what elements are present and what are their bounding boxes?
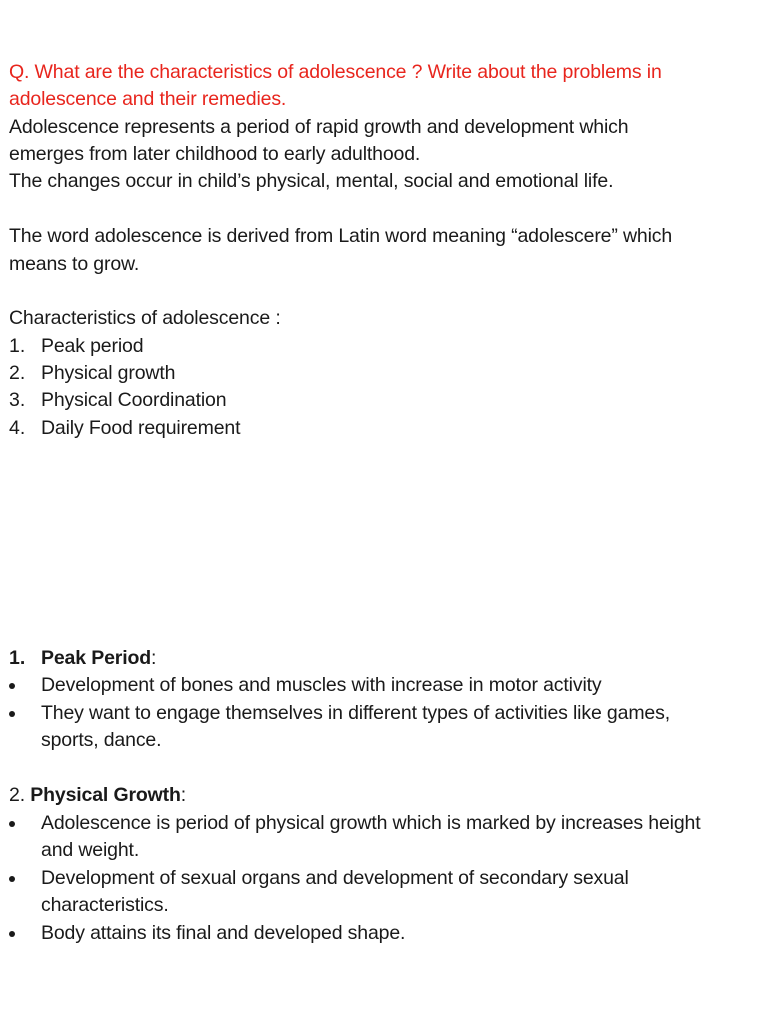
bullet-icon	[9, 876, 15, 882]
intro-line-1: Adolescence represents a period of rapid growth and development which	[9, 116, 629, 138]
intro-line-3: The changes occur in child’s physical, mental, social and emotional life.	[9, 170, 614, 192]
list-item-number: 4.	[9, 417, 26, 439]
bullet-icon	[9, 711, 15, 717]
bullet-text: Development of sexual organs and development of secondary sexual	[41, 867, 629, 889]
section-title-colon: :	[180, 784, 187, 806]
bullet-text: Body attains its final and developed shape.	[41, 922, 406, 944]
section-title-text: Physical Growth	[30, 784, 181, 806]
question-line-2: adolescence and their remedies.	[9, 88, 287, 110]
section-title	[9, 782, 186, 809]
bullet-text-continued: and weight.	[41, 839, 140, 861]
bullet-text: Development of bones and muscles with increase in motor activity	[41, 674, 602, 696]
intro-line-2: emerges from later childhood to early adulthood.	[9, 143, 421, 165]
list-item-text: Physical Coordination	[41, 389, 227, 411]
list-item-number: 3.	[9, 389, 26, 411]
list-item-number: 1.	[9, 335, 26, 357]
section-title-text: Peak Period	[41, 647, 151, 669]
characteristics-heading: Characteristics of adolescence :	[9, 307, 281, 329]
list-item-text: Physical growth	[41, 362, 176, 384]
list-item-number: 2.	[9, 362, 26, 384]
etymology-line-1: The word adolescence is derived from Latin word meaning “adolescere” which	[9, 225, 673, 247]
bullet-icon	[9, 931, 15, 937]
bullet-icon	[9, 683, 15, 689]
list-item-text: Daily Food requirement	[41, 417, 241, 439]
bullet-text: They want to engage themselves in different types of activities like games,	[41, 702, 670, 724]
list-item-text: Peak period	[41, 335, 144, 357]
section-title-colon: :	[151, 647, 157, 669]
etymology-line-2: means to grow.	[9, 253, 140, 275]
section-number: 1.	[9, 647, 26, 669]
section-number: 2.	[9, 784, 25, 806]
bullet-text: Adolescence is period of physical growth which is marked by increases height	[41, 812, 701, 834]
bullet-text-continued: characteristics.	[41, 894, 169, 916]
bullet-text-continued: sports, dance.	[41, 729, 162, 751]
bullet-icon	[9, 821, 15, 827]
section-title	[41, 645, 156, 672]
question-line-1: Q. What are the characteristics of adolescence ? Write about the problems in	[9, 61, 662, 83]
